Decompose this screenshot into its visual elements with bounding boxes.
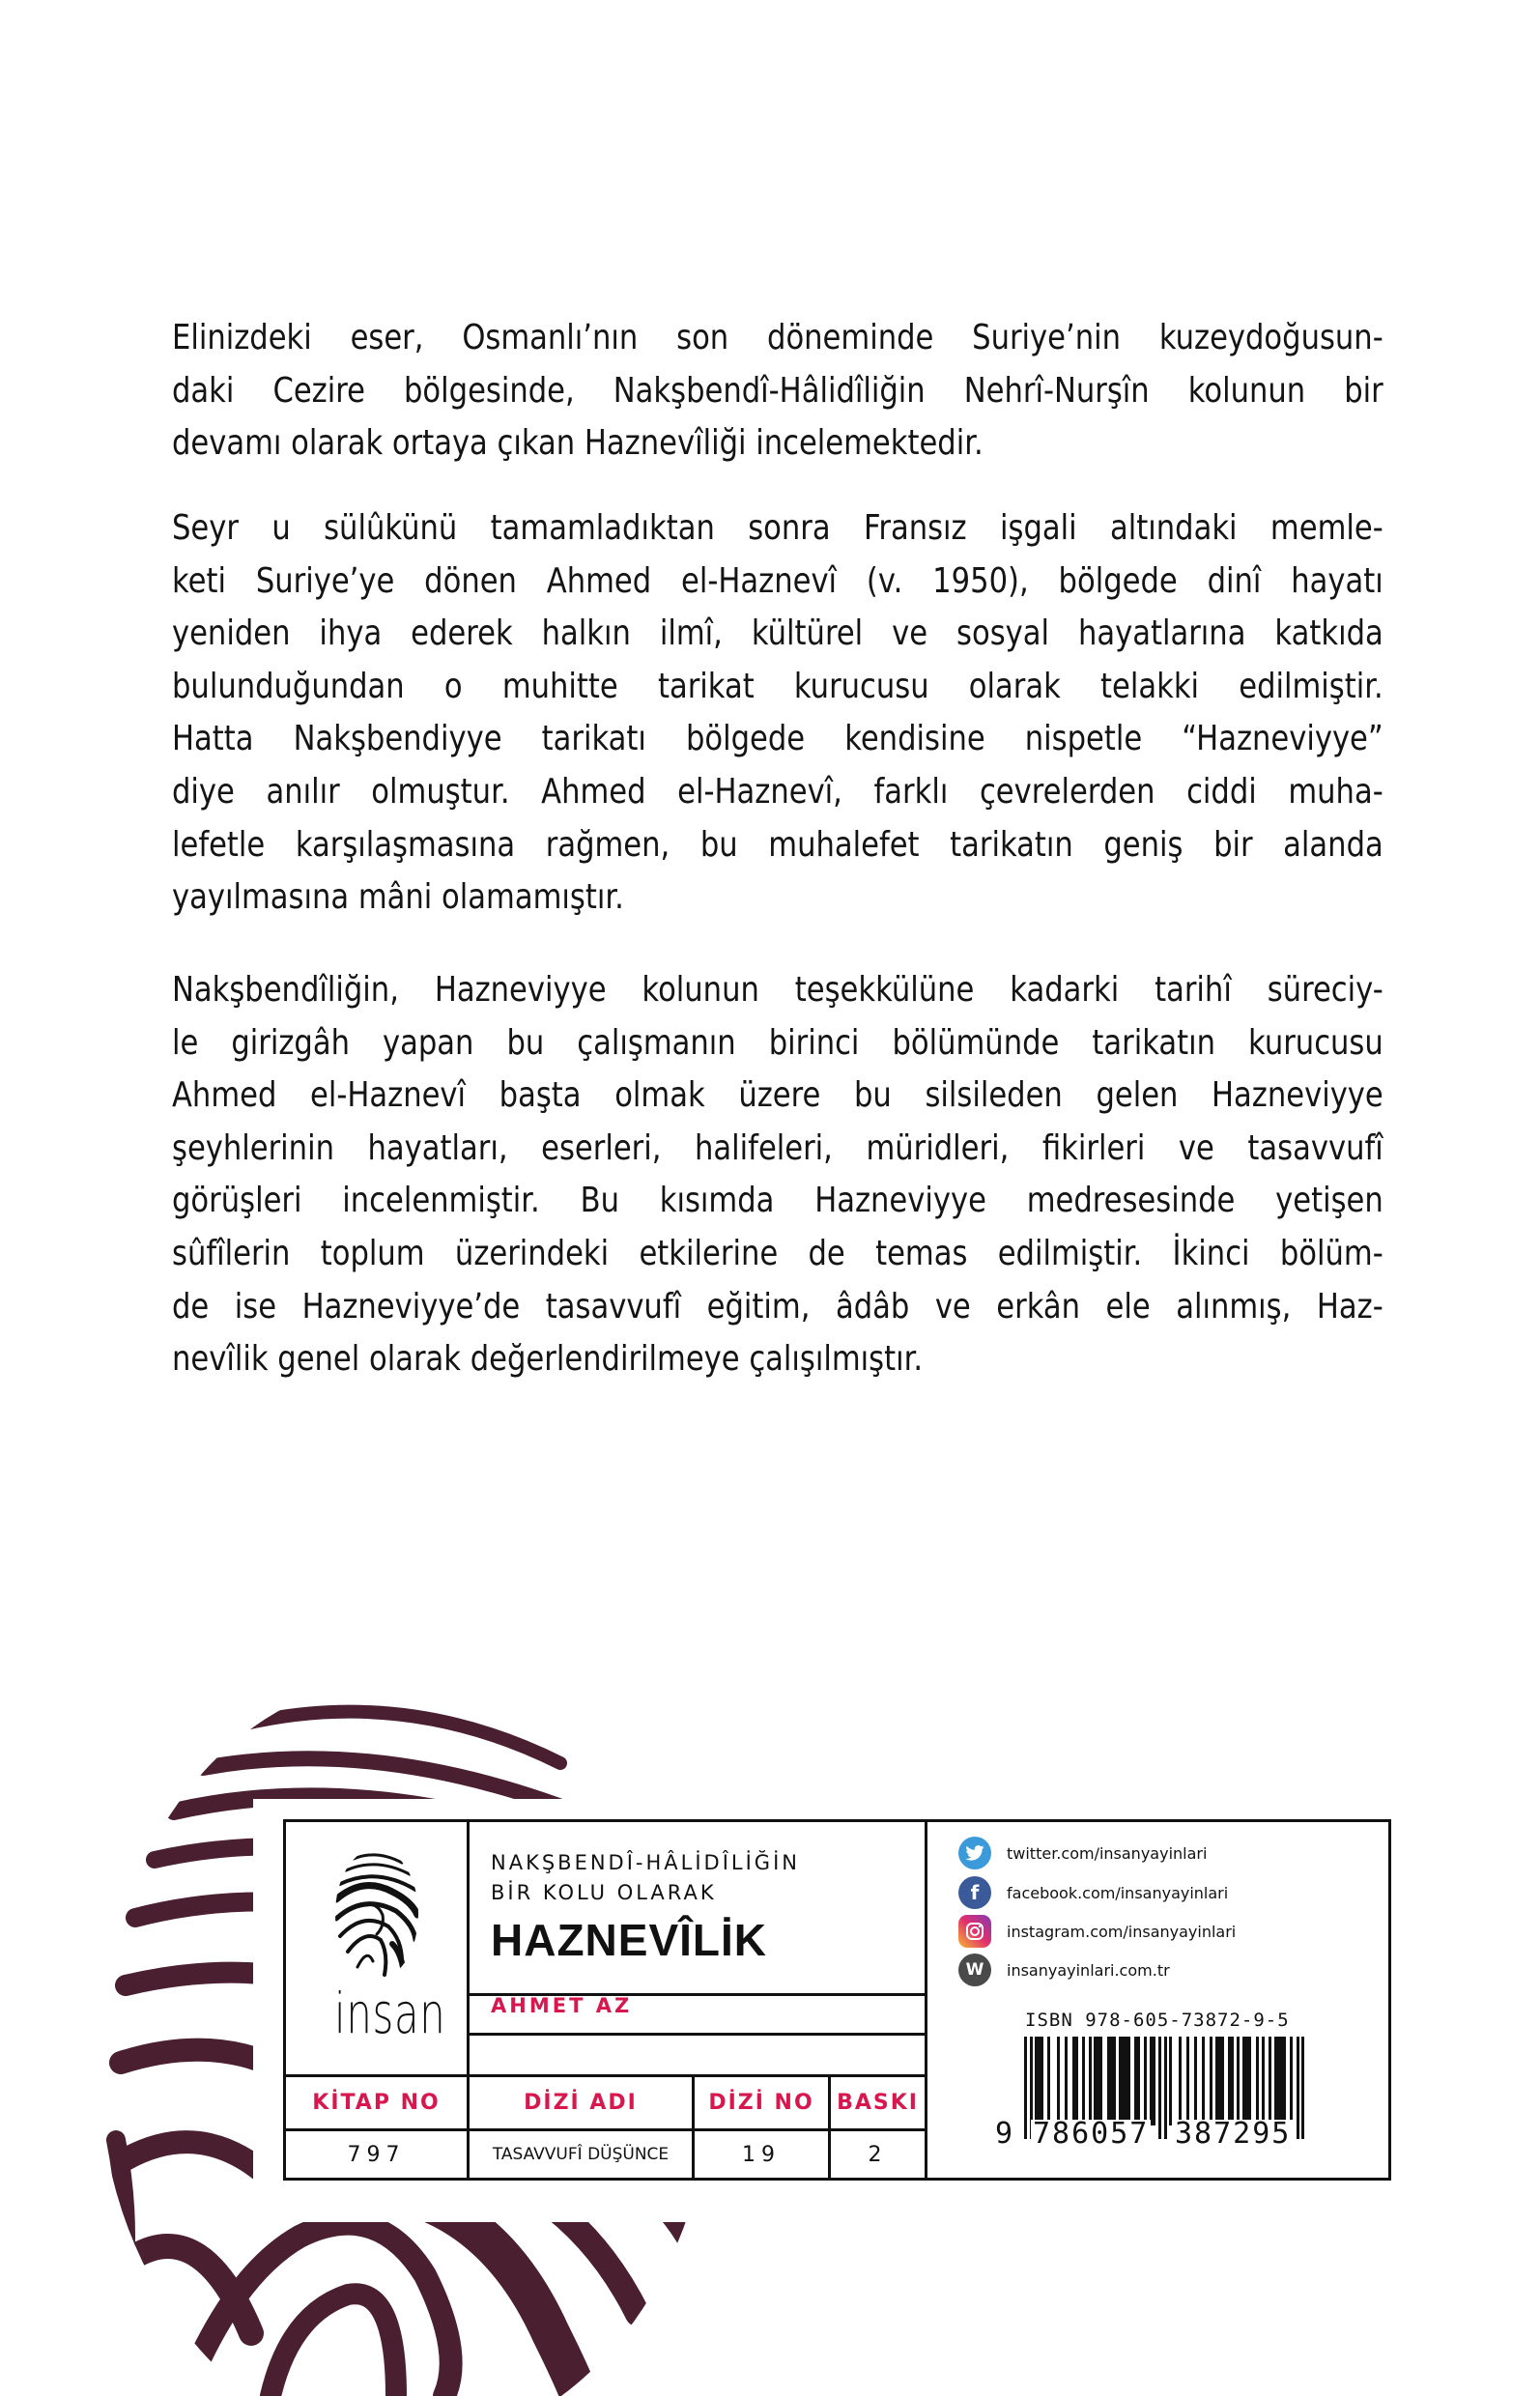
isbn-label: ISBN 978-605-73872-9-5 <box>1025 2010 1290 2031</box>
text-line: devamı olarak ortaya çıkan Haznevîliği incelemektedir. <box>172 423 984 464</box>
value-dizi-adi: TASAVVUFÎ DÜŞÜNCE <box>492 2145 670 2164</box>
book-title: HAZNEVÎLİK <box>491 1915 767 1965</box>
facebook-link[interactable]: facebook.com/insanyayinlari <box>1007 1883 1229 1902</box>
ean-left-digits: 786057 <box>1033 2117 1150 2151</box>
instagram-link[interactable]: instagram.com/insanyayinlari <box>1007 1922 1237 1941</box>
facebook-icon: f <box>958 1876 991 1909</box>
text-line: daki Cezire bölgesinde, Nakşbendî-Hâlidîliğin Nehrî-Nurşîn kolunun bir <box>172 370 1383 411</box>
social-facebook[interactable] <box>958 1875 1228 1910</box>
social-instagram[interactable] <box>958 1914 1236 1949</box>
twitter-icon <box>958 1837 991 1869</box>
header-kitap-no: KİTAP NO <box>312 2091 441 2115</box>
book-subtitle-line-1: NAKŞBENDÎ-HÂLİDÎLİĞİN <box>491 1851 800 1874</box>
value-kitap-no: 797 <box>347 2142 406 2167</box>
header-dizi-no: DİZİ NO <box>708 2091 814 2115</box>
text-line: Nakşbendîliğin, Hazneviyye kolunun teşekkülüne kadarki tarihî süreciy- <box>172 970 1383 1010</box>
paragraph-3 <box>172 964 1383 1386</box>
publisher-wordmark: insan <box>334 1981 446 2046</box>
instagram-icon <box>958 1915 991 1948</box>
value-baski: 2 <box>868 2142 888 2167</box>
divider <box>467 2033 927 2036</box>
text-line: Seyr u sülûkünü tamamladıktan sonra Fransız işgali altındaki memle- <box>172 508 1383 548</box>
divider <box>925 1822 927 2178</box>
author-name: AHMET AZ <box>491 1994 633 2017</box>
twitter-link[interactable]: twitter.com/insanyayinlari <box>1007 1843 1208 1863</box>
book-info-box <box>283 1819 1391 2181</box>
text-line: görüşleri incelenmiştir. Bu kısımda Hazneviyye medresesinde yetişen <box>172 1181 1383 1221</box>
text-line: Ahmed el-Haznevî başta olmak üzere bu silsileden gelen Hazneviyye <box>172 1075 1383 1116</box>
social-website[interactable] <box>958 1953 1170 1987</box>
text-line: yayılmasına mâni olamamıştır. <box>172 877 624 918</box>
text-line: lefetle karşılaşmasına rağmen, bu muhalefet tarikatın geniş bir alanda <box>172 824 1383 865</box>
text-line: diye anılır olmuştur. Ahmed el-Haznevî, farklı çevrelerden ciddi muha- <box>172 771 1383 812</box>
web-icon: W <box>958 1954 991 1986</box>
text-line: Elinizdeki eser, Osmanlı’nın son döneminde Suriye’nin kuzeydoğusun- <box>172 318 1383 357</box>
paragraph-2 <box>172 502 1383 925</box>
text-line: keti Suriye’ye dönen Ahmed el-Haznevî (v. 1950), bölgede dinî hayatı <box>172 560 1383 601</box>
header-baski: BASKI <box>837 2091 919 2115</box>
social-twitter[interactable] <box>958 1836 1207 1870</box>
text-line: yeniden ihya ederek halkın ilmî, kültürel ve sosyal hayatlarına katkıda <box>172 613 1383 654</box>
website-link[interactable]: insanyayinlari.com.tr <box>1007 1960 1170 1980</box>
ean-first-digit: 9 <box>995 2117 1013 2151</box>
text-line: bulunduğundan o muhitte tarikat kurucusu olarak telakki edilmiştir. <box>172 666 1383 706</box>
text-line: Hatta Nakşbendiyye tarikatı bölgede kendisine nispetle “Hazneviyye” <box>172 719 1383 759</box>
fingerprint-logo-icon <box>334 1847 419 1981</box>
text-line: şeyhlerinin hayatları, eserleri, halifeleri, müridleri, fikirleri ve tasavvufî <box>172 1127 1383 1168</box>
value-dizi-no: 19 <box>742 2142 781 2167</box>
text-line: nevîlik genel olarak değerlendirilmeye çalışılmıştır. <box>172 1339 924 1380</box>
header-dizi-adi: DİZİ ADI <box>524 2091 638 2115</box>
paragraph-1 <box>172 312 1383 471</box>
text-line: le girizgâh yapan bu çalışmanın birinci bölümünde tarikatın kurucusu <box>172 1022 1383 1063</box>
ean-right-digits: 387295 <box>1175 2117 1292 2151</box>
text-line: de ise Hazneviyye’de tasavvufî eğitim, âdâb ve erkân ele alınmış, Haz- <box>172 1286 1383 1326</box>
text-line: sûfîlerin toplum üzerindeki etkilerine de temas edilmiştir. İkinci bölüm- <box>172 1233 1383 1273</box>
book-subtitle-line-2: BİR KOLU OLARAK <box>491 1881 717 1904</box>
